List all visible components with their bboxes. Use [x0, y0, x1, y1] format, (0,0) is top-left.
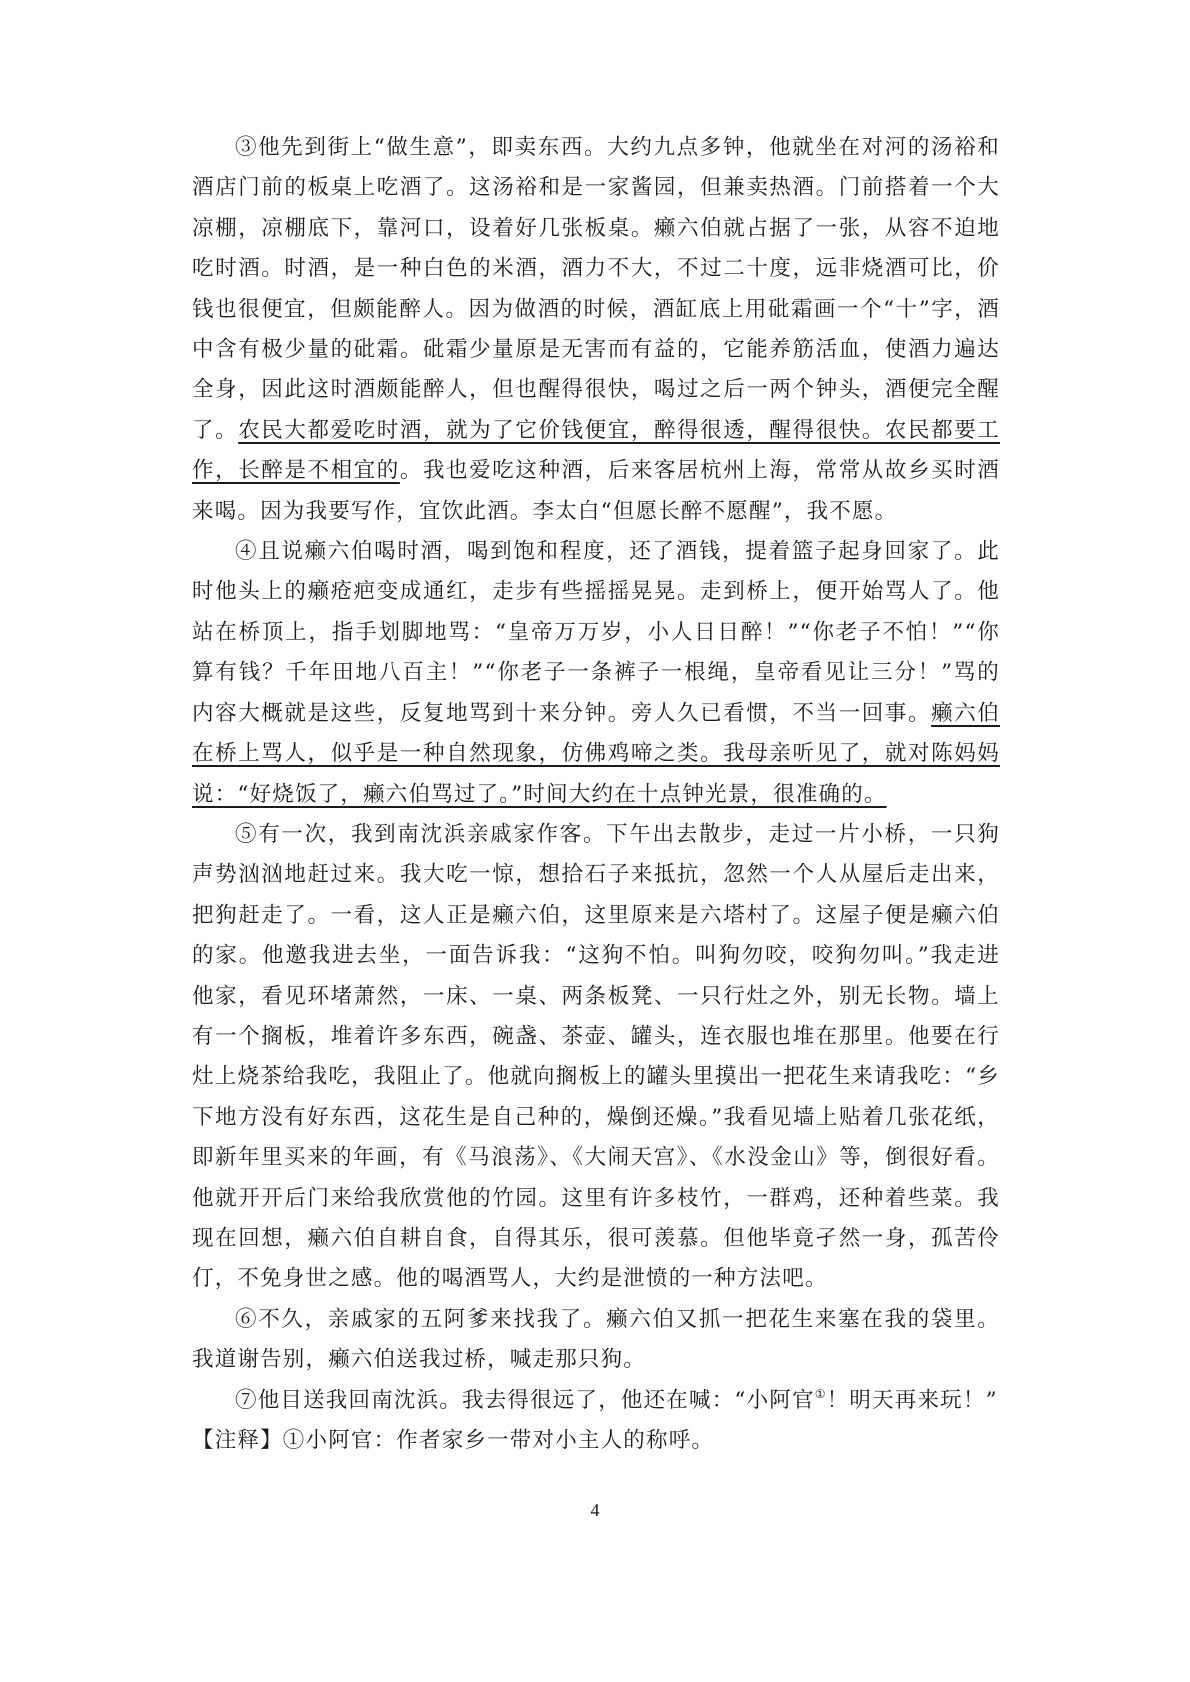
footnote: 【注释】①小阿官：作者家乡一带对小主人的称呼。	[192, 1428, 715, 1453]
underlined-text: 农民大都爱吃时酒，就为了它价钱便宜，醉得很透，醒得很快。农民都要工作，长醉是不相宜的	[192, 417, 1000, 484]
underlined-text: 癞六伯在桥上骂人，似乎是一种自然现象，仿佛鸡啼之类。我母亲听见了，就对陈妈妈说：“好烧饭了，癞六伯骂过了。”时间大约在十点钟光景，很准确的。	[192, 700, 1001, 807]
paragraph-7-text-after: ！明天再来玩！”	[826, 1387, 998, 1413]
paragraph-text: ③他先到街上“做生意”，即卖东西。大约九点多钟，他就坐在对河的汤裕和酒店门前的板桌上吃酒了。这汤裕和是一家酱园，但兼卖热酒。门前搭着一个大凉棚，凉棚底下，靠河口，设着好几张板桌。癞六伯就占据了一张，从容不迫地吃时酒。时酒，是一种白色的米酒，酒力不大，不过二十度，远非烧酒可比，价钱也很便宜，但颇能醉人。因为做酒的时候，酒缸底上用砒霜画一个“十”字，酒中含有极少量的砒霜。砒霜少量原是无害而有益的，它能养筋活血，使酒力遍达全身，因此这时酒颇能醉人，但也醒得很快，喝过之后一两个钟头，酒便完全醒了。	[192, 135, 1000, 443]
paragraph-text: ⑤有一次，我到南沈浜亲戚家作客。下午出去散步，走过一片小桥，一只狗声势汹汹地赶过来。我大吃一惊，想拾石子来抵抗，忽然一个人从屋后走出来，把狗赶走了。一看，这人正是癞六伯，这里原来是六塔村了。这屋子便是癞六伯的家。他邀我进去坐，一面告诉我：“这狗不怕。叫狗勿咬，咬狗勿叫。”我走进他家，看见环堵萧然，一床、一桌、两条板凳、一只行灶之外，别无长物。墙上有一个搁板，堆着许多东西，碗盏、茶壶、罐头，连衣服也堆在那里。他要在行灶上烧茶给我吃，我阻止了。他就向搁板上的罐头里摸出一把花生来请我吃：“乡下地方没有好东西，这花生是自己种的，燥倒还燥。”我看见墙上贴着几张花纸，即新年里买来的年画，有《马浪荡》、《大闹天宫》、《水没金山》等，倒很好看。他就开开后门来给我欣赏他的竹园。这里有许多枝竹，一群鸡，还种着些菜。我现在回想，癞六伯自耕自食，自得其乐，很可羡慕。但他毕竟孑然一身，孤苦伶仃，不免身世之感。他的喝酒骂人，大约是泄愤的一种方法吧。	[192, 821, 1000, 1292]
paragraph-7-text-before: ⑦他目送我回南沈浜。我去得很远了，他还在喊：“小阿官	[235, 1387, 815, 1413]
paragraph-4	[192, 532, 1000, 815]
page-number: 4	[590, 1500, 600, 1520]
paragraph-3	[192, 128, 1000, 532]
paragraph-5	[192, 815, 1000, 1300]
paragraph-6	[192, 1300, 1000, 1381]
paragraph-text: ④且说癞六伯喝时酒，喝到饱和程度，还了酒钱，提着篮子起身回家了。此时他头上的癞疮疤变成通红，走步有些摇摇晃晃。走到桥上，便开始骂人了。他站在桥顶上，指手划脚地骂：“皇帝万万岁，小人日日醉！”“你老子不怕！”“你算有钱？千年田地八百主！”“你老子一条裤子一根绳，皇帝看见让三分！”骂的内容大概就是这些，反复地骂到十来分钟。旁人久已看惯，不当一回事。	[192, 539, 1000, 726]
paragraph-text: 。我也爱吃这种酒，后来客居杭州上海，常常从故乡买时酒来喝。因为我要写作，宜饮此酒。李太白“但愿长醉不愿醒”，我不愿。	[192, 458, 1000, 524]
paragraph-7	[192, 1381, 1000, 1421]
footnote-marker: ①	[814, 1386, 827, 1401]
paragraph-text: ⑥不久，亲戚家的五阿爹来找我了。癞六伯又抓一把花生来塞在我的袋里。我道谢告别，癞六伯送我过桥，喊走那只狗。	[192, 1306, 1000, 1373]
article-body	[192, 128, 1000, 1461]
